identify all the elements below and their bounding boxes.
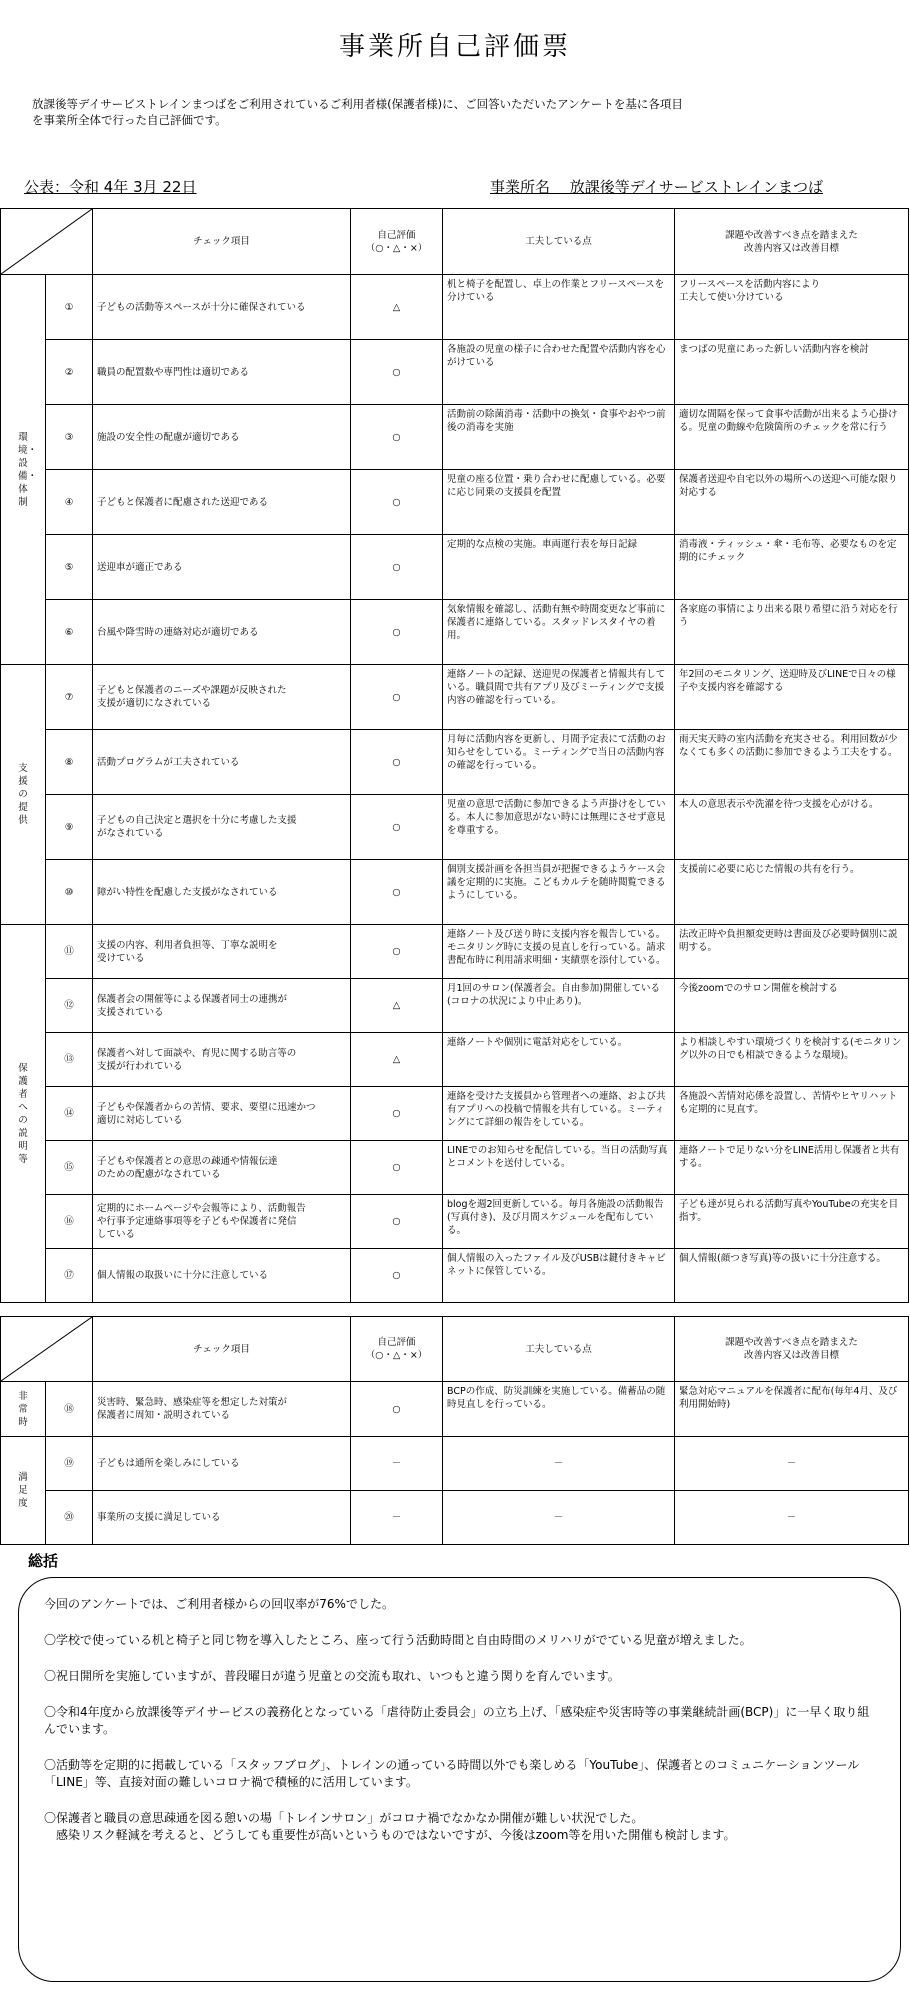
row-number: ⑬ [46, 1033, 93, 1087]
effort-cell: 児童の座る位置・乗り合わせに配慮している。必要に応じ同乗の支援員を配置 [443, 470, 675, 535]
effort-cell: － [443, 1437, 675, 1491]
category-env [1, 275, 46, 665]
issue-cell: 消毒液・ティッシュ・傘・毛布等、必要なものを定期的にチェック [675, 535, 909, 600]
issue-cell: フリースペースを活動内容により 工夫して使い分けている [675, 275, 909, 340]
check-item: 子どもと保護者のニーズや課題が反映された 支援が適切になされている [93, 665, 351, 730]
issue-cell: 各家庭の事情により出来る限り希望に沿う対応を行う [675, 600, 909, 665]
issue-cell: 年2回のモニタリング、送迎時及びLINEで日々の様子や支援内容を確認する [675, 665, 909, 730]
issue-cell: 本人の意思表示や洗濯を待つ支援を心がける。 [675, 795, 909, 860]
table-row [1, 275, 909, 340]
row-number: ① [46, 275, 93, 340]
category-explain [1, 925, 46, 1303]
row-number: ⑪ [46, 925, 93, 979]
self-evaluation: ○ [351, 1249, 443, 1303]
issue-cell: まつばの児童にあった新しい活動内容を検討 [675, 340, 909, 405]
row-number: ② [46, 340, 93, 405]
self-evaluation: △ [351, 1033, 443, 1087]
row-number: ⑰ [46, 1249, 93, 1303]
row-number: ⑩ [46, 860, 93, 925]
self-evaluation: ○ [351, 1087, 443, 1141]
category-label: 非常時 [18, 1390, 28, 1428]
check-item: 保護者会の開催等による保護者同士の連携が 支援されている [93, 979, 351, 1033]
column-header-issue-2: 課題や改善すべき点を踏まえた 改善内容又は改善目標 [675, 1317, 909, 1382]
table-row [1, 1195, 909, 1249]
category-satisfaction [1, 1437, 46, 1545]
check-item: 子どもの活動等スペースが十分に確保されている [93, 275, 351, 340]
table-row [1, 1249, 909, 1303]
self-evaluation: △ [351, 979, 443, 1033]
published-date: 公表：令和 4年 3月 22日 [24, 178, 197, 196]
column-header-effort-2: 工夫している点 [443, 1317, 675, 1382]
column-header-item-2: チェック項目 [93, 1317, 351, 1382]
page-title: 事業所自己評価票 [338, 32, 571, 62]
row-number: ⑮ [46, 1141, 93, 1195]
table-row [1, 1033, 909, 1087]
issue-cell: 個人情報(顔つき写真)等の扱いに十分注意する。 [675, 1249, 909, 1303]
effort-cell: 連絡ノートや個別に電話対応をしている。 [443, 1033, 675, 1087]
summary-paragraph: 〇保護者と職員の意思疎通を図る憩いの場「トレインサロン」がコロナ禍でなかなか開催が難しい状況でした。 感染リスク軽減を考えると、どうしても重要性が高いというものではないですが、今後はzoom等を用いた開催も検討します。 [44, 1811, 736, 1842]
check-item: 施設の安全性の配慮が適切である [93, 405, 351, 470]
table-header-2 [1, 1317, 909, 1382]
effort-cell: 連絡を受けた支援員から管理者への連絡、および共有アプリへの投稿で情報を共有している。ミーティングにて詳細の報告をしている。 [443, 1087, 675, 1141]
check-item: 子どもの自己決定と選択を十分に考慮した支援 がなされている [93, 795, 351, 860]
issue-cell: より相談しやすい環境づくりを検討する(モニタリング以外の日でも相談できるような環境)。 [675, 1033, 909, 1087]
issue-cell: 緊急対応マニュアルを保護者に配布(毎年4月、及び利用開始時) [675, 1382, 909, 1437]
summary-paragraph: 〇祝日開所を実施していますが、普段曜日が違う児童との交流も取れ、いつもと違う関りを育んでいます。 [44, 1669, 620, 1683]
category-label: 環境・設備・体制 [18, 431, 38, 508]
self-evaluation: ○ [351, 600, 443, 665]
check-item: 支援の内容、利用者負担等、丁寧な説明を 受けている [93, 925, 351, 979]
self-evaluation: ○ [351, 535, 443, 600]
effort-cell: 連絡ノートの記録、送迎児の保護者と情報共有している。職員間で共有アプリ及びミーティングで支援内容の確認を行っている。 [443, 665, 675, 730]
self-evaluation: ○ [351, 730, 443, 795]
effort-cell: 月1回のサロン(保護者会。自由参加)開催している(コロナの状況により中止あり)。 [443, 979, 675, 1033]
self-evaluation: ○ [351, 1382, 443, 1437]
issue-cell: 子ども達が見られる活動写真やYouTubeの充実を目指す。 [675, 1195, 909, 1249]
diagonal-cell [1, 209, 93, 275]
effort-cell: 活動前の除菌消毒・活動中の換気・食事やおやつ前後の消毒を実施 [443, 405, 675, 470]
table-row [1, 405, 909, 470]
table-row [1, 730, 909, 795]
diagonal-cell-2 [1, 1317, 93, 1382]
check-item: 子どもや保護者からの苦情、要求、要望に迅速かつ 適切に対応している [93, 1087, 351, 1141]
row-number: ⑧ [46, 730, 93, 795]
effort-cell: 月毎に活動内容を更新し、月間予定表にて活動のお知らせをしている。ミーティングで当日の活動内容の確認を行っている。 [443, 730, 675, 795]
row-number: ④ [46, 470, 93, 535]
effort-cell: － [443, 1491, 675, 1545]
effort-cell: 個人情報の入ったファイル及びUSBは鍵付きキャビネットに保管している。 [443, 1249, 675, 1303]
summary-paragraph: 〇学校で使っている机と椅子と同じ物を導入したところ、座って行う活動時間と自由時間のメリハリがでている児童が増えました。 [44, 1633, 752, 1647]
row-number: ⑱ [46, 1382, 93, 1437]
effort-cell: 個別支援計画を各担当員が把握できるようケース会議を定期的に実施。こどもカルテを随時閲覧できるようにしている。 [443, 860, 675, 925]
self-evaluation: ○ [351, 795, 443, 860]
column-header-issue: 課題や改善すべき点を踏まえた 改善内容又は改善目標 [675, 209, 909, 275]
check-item: 子どもは通所を楽しみにしている [93, 1437, 351, 1491]
evaluation-table [0, 208, 909, 1303]
self-evaluation: ○ [351, 1141, 443, 1195]
category-label: 満足度 [18, 1472, 28, 1509]
row-number: ⑫ [46, 979, 93, 1033]
issue-cell: 雨天実天時の室内活動を充実させる。利用回数が少なくても多くの活動に参加できるよう工夫をする。 [675, 730, 909, 795]
check-item: 障がい特性を配慮した支援がなされている [93, 860, 351, 925]
table-row [1, 979, 909, 1033]
column-header-eval-2: 自己評価 （○・△・×） [351, 1317, 443, 1382]
category-label: 保護者への説明等 [18, 1062, 28, 1165]
effort-cell: 各施設の児童の様子に合わせた配置や活動内容を心がけている [443, 340, 675, 405]
self-evaluation: ○ [351, 665, 443, 730]
issue-cell: 保護者送迎や自宅以外の場所への送迎へ可能な限り対応する [675, 470, 909, 535]
table-row [1, 925, 909, 979]
issue-cell: － [675, 1491, 909, 1545]
table-row [1, 535, 909, 600]
self-evaluation: ○ [351, 1195, 443, 1249]
table-row [1, 795, 909, 860]
self-evaluation: ○ [351, 925, 443, 979]
issue-cell: 各施設へ苦情対応係を設置し、苦情やヒヤリハットも定期的に見直す。 [675, 1087, 909, 1141]
check-item: 台風や降雪時の連絡対応が適切である [93, 600, 351, 665]
summary-text [44, 1596, 874, 1863]
self-evaluation: ○ [351, 405, 443, 470]
check-item: 子どもと保護者に配慮された送迎である [93, 470, 351, 535]
self-evaluation: － [351, 1491, 443, 1545]
check-item: 子どもや保護者との意思の疎通や情報伝達 のための配慮がなされている [93, 1141, 351, 1195]
table-row [1, 1491, 909, 1545]
check-item: 職員の配置数や専門性は適切である [93, 340, 351, 405]
table-row [1, 1382, 909, 1437]
self-evaluation: ○ [351, 860, 443, 925]
table-row [1, 470, 909, 535]
table-row [1, 1141, 909, 1195]
category-support [1, 665, 46, 925]
row-number: ⑭ [46, 1087, 93, 1141]
table-row [1, 1087, 909, 1141]
issue-cell: 支援前に必要に応じた情報の共有を行う。 [675, 860, 909, 925]
table-row [1, 665, 909, 730]
row-number: ⑲ [46, 1437, 93, 1491]
summary-title: 総括 [28, 1552, 59, 1570]
category-label: 支援の提供 [18, 763, 28, 826]
table-row [1, 340, 909, 405]
effort-cell: blogを週2回更新している。毎月各施設の活動報告(写真付き)、及び月間スケジュールを配布している。 [443, 1195, 675, 1249]
check-item: 事業所の支援に満足している [93, 1491, 351, 1545]
table-row [1, 600, 909, 665]
row-number: ⑦ [46, 665, 93, 730]
issue-cell: 法改正時や負担額変更時は書面及び必要時個別に説明する。 [675, 925, 909, 979]
row-number: ⑥ [46, 600, 93, 665]
check-item: 活動プログラムが工夫されている [93, 730, 351, 795]
issue-cell: 今後zoomでのサロン開催を検討する [675, 979, 909, 1033]
row-number: ⑳ [46, 1491, 93, 1545]
check-item: 個人情報の取扱いに十分に注意している [93, 1249, 351, 1303]
summary-paragraph: 〇活動等を定期的に掲載している「スタッフブログ」、トレインの通っている時間以外でも楽しめる「YouTube」、保護者とのコミュニケーションツール「LINE」等、直接対面の難しいコロナ禍で積極的に活用しています。 [44, 1758, 860, 1789]
intro-text: 放課後等デイサービストレインまつばをご利用されているご利用者様(保護者様)に、ご回答いただいたアンケートを基に各項目を事業所全体で行った自己評価です。 [32, 97, 683, 127]
table-row [1, 860, 909, 925]
check-item: 保護者へ対して面談や、育児に関する助言等の 支援が行われている [93, 1033, 351, 1087]
check-item: 災害時、緊急時、感染症等を想定した対策が 保護者に周知・説明されている [93, 1382, 351, 1437]
row-number: ⑨ [46, 795, 93, 860]
effort-cell: 気象情報を確認し、活動有無や時間変更など事前に保護者に連絡している。スタッドレスタイヤの着用。 [443, 600, 675, 665]
office-name: 事業所名 放課後等デイサービストレインまつば [490, 178, 823, 196]
effort-cell: LINEでのお知らせを配信している。当日の活動写真とコメントを送付している。 [443, 1141, 675, 1195]
column-header-item: チェック項目 [93, 209, 351, 275]
self-evaluation: △ [351, 275, 443, 340]
self-evaluation: ○ [351, 340, 443, 405]
check-item: 定期的にホームページや会報等により、活動報告 や行事予定連絡事項等を子どもや保護者に発信 している [93, 1195, 351, 1249]
row-number: ③ [46, 405, 93, 470]
self-evaluation: ○ [351, 470, 443, 535]
self-evaluation: － [351, 1437, 443, 1491]
issue-cell: － [675, 1437, 909, 1491]
effort-cell: 定期的な点検の実施。車両運行表を毎日記録 [443, 535, 675, 600]
table-row [1, 1437, 909, 1491]
effort-cell: 児童の意思で活動に参加できるよう声掛けをしている。本人に参加意思がない時には無理にさせず意見を尊重する。 [443, 795, 675, 860]
effort-cell: 机と椅子を配置し、卓上の作業とフリースペースを分けている [443, 275, 675, 340]
column-header-effort: 工夫している点 [443, 209, 675, 275]
issue-cell: 連絡ノートで足りない分をLINE活用し保護者と共有する。 [675, 1141, 909, 1195]
summary-paragraph: 〇令和4年度から放課後等デイサービスの義務化となっている「虐待防止委員会」の立ち上げ、「感染症や災害時等の事業継続計画(BCP)」に一早く取り組んでいます。 [44, 1705, 870, 1736]
table-header [1, 209, 909, 275]
row-number: ⑯ [46, 1195, 93, 1249]
evaluation-table-2 [0, 1316, 909, 1545]
column-header-eval: 自己評価 （○・△・×） [351, 209, 443, 275]
summary-paragraph: 今回のアンケートでは、ご利用者様からの回収率が76%でした。 [44, 1597, 394, 1611]
check-item: 送迎車が適正である [93, 535, 351, 600]
effort-cell: BCPの作成、防災訓練を実施している。備蓄品の随時見直しを行っている。 [443, 1382, 675, 1437]
row-number: ⑤ [46, 535, 93, 600]
category-emergency [1, 1382, 46, 1437]
issue-cell: 適切な間隔を保って食事や活動が出来るよう心掛ける。児童の動線や危険箇所のチェックを常に行う [675, 405, 909, 470]
effort-cell: 連絡ノート及び送り時に支援内容を報告している。モニタリング時に支援の見直しを行っている。請求書配布時に利用請求明細・実績票を添付している。 [443, 925, 675, 979]
